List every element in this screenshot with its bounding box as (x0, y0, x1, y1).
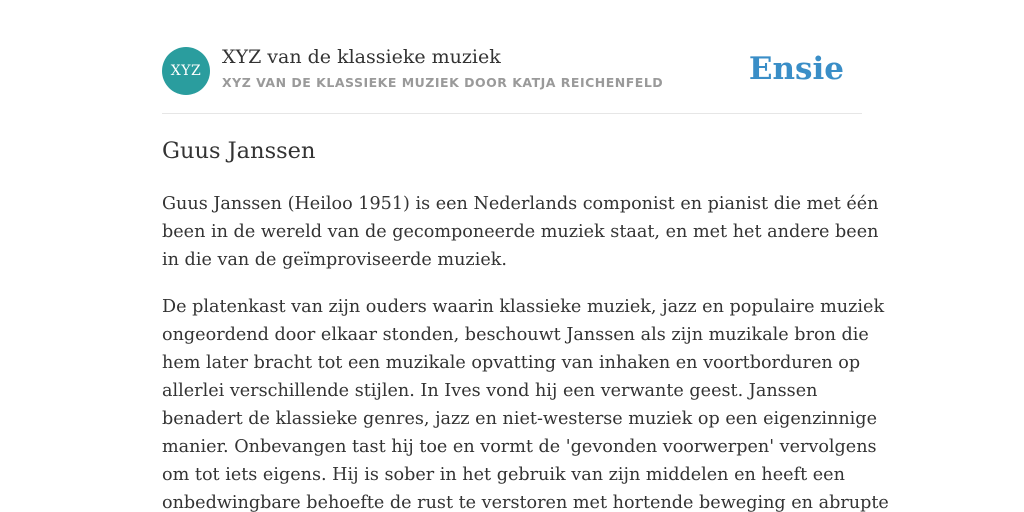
paragraph-line: ongeordend door elkaar stonden, beschouwt Janssen als zijn muzikale bron die (162, 325, 869, 345)
paragraph-line: Guus Janssen (Heiloo 1951) is een Nederlands componist en pianist die met één (162, 194, 879, 214)
paragraph-line: been in de wereld van de gecomponeerde muziek staat, en met het andere been (162, 222, 879, 242)
paragraph-line: De platenkast van zijn ouders waarin klassieke muziek, jazz en populaire muziek (162, 297, 885, 317)
paragraph-line: manier. Onbevangen tast hij toe en vormt de 'gevonden voorwerpen' vervolgens (162, 437, 877, 457)
site-subtitle[interactable]: XYZ VAN DE KLASSIEKE MUZIEK DOOR KATJA REICHENFELD (222, 75, 664, 90)
article-body (162, 190, 889, 512)
paragraph-line: benadert de klassieke genres, jazz en niet-westerse muziek op een eigenzinnige (162, 409, 877, 429)
paragraph-line: hem later bracht tot een muzikale opvatting van inhaken en voortborduren op (162, 353, 861, 373)
paragraph-line: onbedwingbare behoefte de rust te verstoren met hortende beweging en abrupte (162, 493, 889, 512)
article-title: Guus Janssen (162, 138, 316, 164)
paragraph-1 (162, 190, 879, 274)
site-title[interactable]: XYZ van de klassieke muziek (222, 46, 501, 68)
site-header (162, 40, 862, 114)
ensie-logo[interactable]: Ensie (748, 51, 844, 87)
paragraph-2 (162, 293, 889, 512)
paragraph-line: om tot iets eigens. Hij is sober in het gebruik van zijn middelen en heeft een (162, 465, 845, 485)
paragraph-line: allerlei verschillende stijlen. In Ives vond hij een verwante geest. Janssen (162, 381, 818, 401)
avatar[interactable]: XYZ (162, 47, 210, 95)
paragraph-line: in die van de geïmproviseerde muziek. (162, 250, 507, 270)
